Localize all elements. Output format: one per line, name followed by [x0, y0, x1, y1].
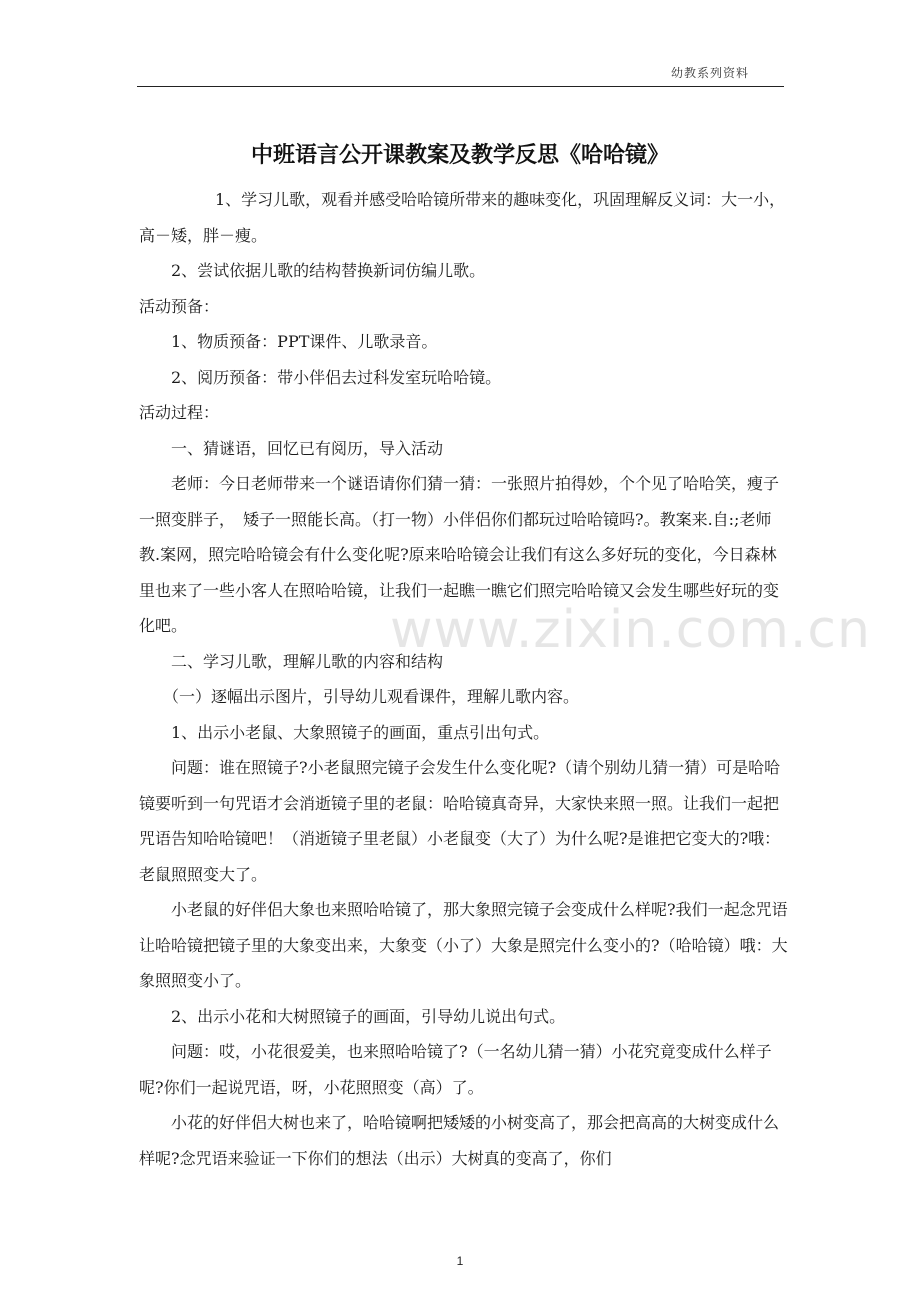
paragraph-flower-tree: 2、出示小花和大树照镜子的画面，引导幼儿说出句式。: [171, 1006, 566, 1026]
paragraph-teacher-riddle: 老师：今日老师带来一个谜语请你们猜一猜：一张照片拍得妙，个个见了哈哈笑，瘦子一照变胖子， 矮子一照能长高。（打一物）小伴侣你们都玩过哈哈镜吗?。教案来.自:;老师教.案网，照完哈哈镜会有什么变化呢?原来哈哈镜会让我们有这么多好玩的变化，今日森林里也来了一些小客人在照哈哈镜，让我们一起瞧一瞧它们照完哈哈镜又会发生哪些好玩的变化吧。: [139, 474, 780, 635]
paragraph-objective-1: 1、学习儿歌，观看并感受哈哈镜所带来的趣味变化，巩固理解反义词：大一小，高－矮，胖－瘦。: [139, 190, 786, 245]
paragraph-substep-1: （一）逐幅出示图片，引导幼儿观看课件，理解儿歌内容。: [163, 687, 580, 706]
paragraph-question-mouse: 问题：谁在照镜子?小老鼠照完镜子会发生什么变化呢?（请个别幼儿猜一猜）可是哈哈镜要听到一句咒语才会消逝镜子里的老鼠：哈哈镜真奇异，大家快来照一照。让我们一起把咒语告知哈哈镜吧！（消逝镜子里老鼠）小老鼠变（大了）为什么呢?是谁把它变大的?哦：老鼠照照变大了。: [139, 758, 781, 884]
paragraph-objective-2: 2、尝试依据儿歌的结构替换新词仿编儿歌。: [171, 261, 486, 280]
header-label: 幼教系列资料: [671, 66, 750, 80]
page-number: 1: [456, 1254, 464, 1268]
header-divider: [137, 86, 784, 87]
paragraph-step-1: 一、猜谜语，回忆已有阅历，导入活动: [171, 438, 444, 458]
paragraph-elephant: 小老鼠的好伴侣大象也来照哈哈镜了，那大象照完镜子会变成什么样呢?我们一起念咒语让哈哈镜把镜子里的大象变出来，大象变（小了）大象是照完什么变小的?（哈哈镜）哦：大象照照变小了。: [139, 900, 788, 990]
section-heading-preparation: 活动预备：: [139, 296, 220, 316]
section-heading-process: 活动过程：: [139, 403, 220, 422]
paragraph-tree: 小花的好伴侣大树也来了，哈哈镜啊把矮矮的小树变高了，那会把高高的大树变成什么样呢?念咒语来验证一下你们的想法（出示）大树真的变高了，你们: [139, 1113, 780, 1168]
paragraph-prep-1: 1、物质预备：PPT课件、儿歌录音。: [171, 332, 438, 351]
paragraph-mouse-elephant: 1、出示小老鼠、大象照镜子的画面，重点引出句式。: [171, 722, 550, 742]
document-body: [139, 182, 791, 1176]
paragraph-step-2: 二、学习儿歌，理解儿歌的内容和结构: [171, 651, 444, 671]
document-title: 中班语言公开课教案及教学反思《哈哈镜》: [250, 143, 669, 168]
paragraph-question-flower: 问题：哎，小花很爱美，也来照哈哈镜了?（一名幼儿猜一猜）小花究竟变成什么样子呢?你们一起说咒语，呀，小花照照变（高）了。: [139, 1042, 772, 1097]
paragraph-prep-2: 2、阅历预备：带小伴侣去过科发室玩哈哈镜。: [171, 367, 502, 387]
watermark: www.zixin.com.cn: [390, 600, 871, 660]
